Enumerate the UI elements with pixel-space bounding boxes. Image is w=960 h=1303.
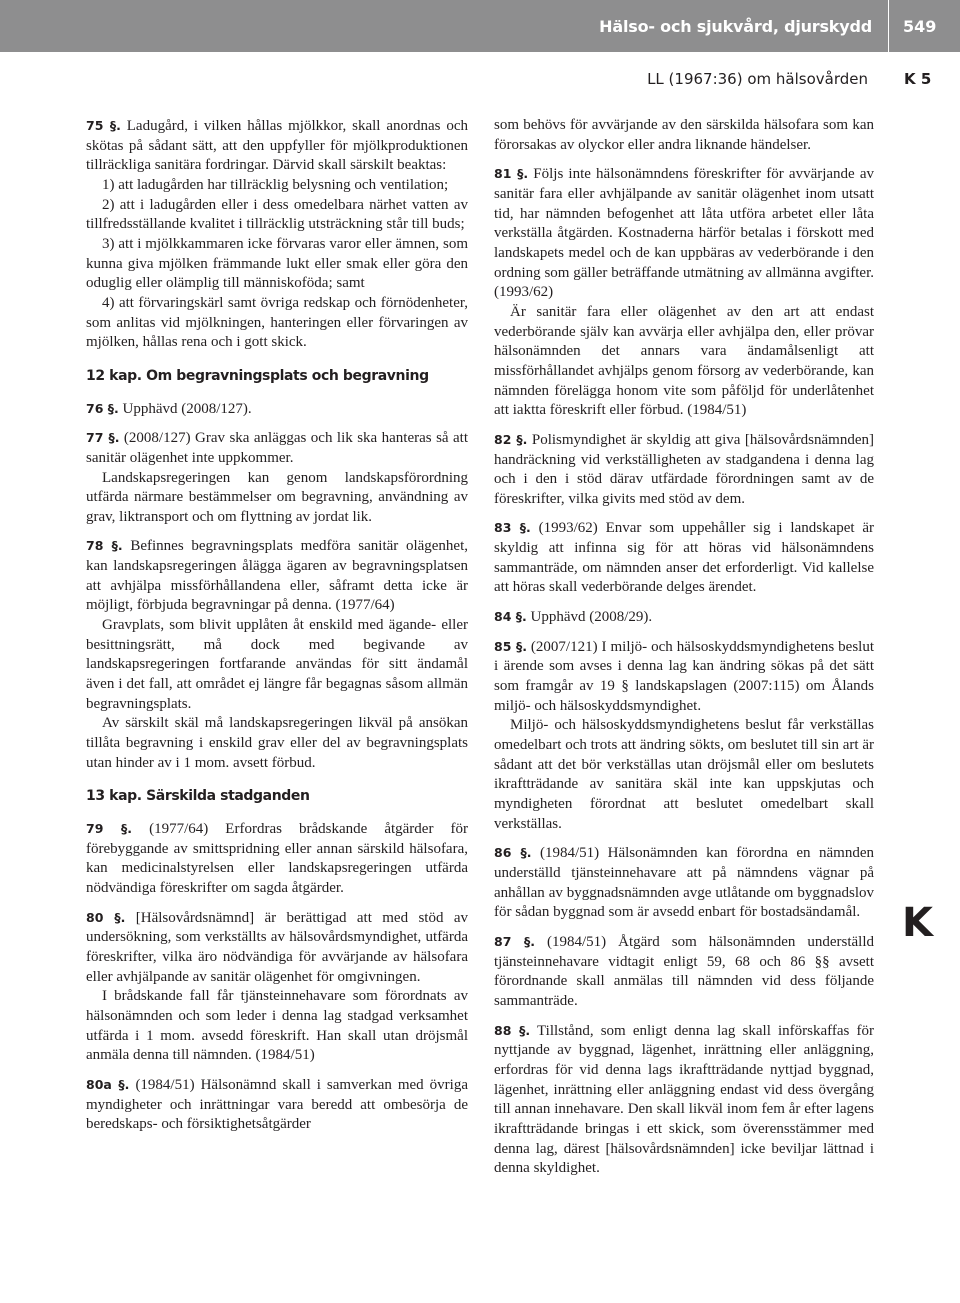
list-item: 3) att i mjölkkammaren icke förvaras varor eller ämnen, som kunna giva mjölken främmande lukt eller smak eller göra den oduglig eller olämplig till människoföda; samt [86,235,468,292]
section-84 [494,607,874,628]
section-83 [494,518,874,598]
section-number: 82 §. [494,431,528,447]
section-text: (1984/51) Hälsonämnd skall i samverkan med övriga myndigheter och inrättningar vara beredd att ombesörja de beredskaps- och försiktighetsåtgärder [86,1076,468,1133]
paragraph: Landskapsregeringen kan genom landskapsförordning utfärda närmare bestämmelser om begravning, användning av grav, liktransport och om flyttning av jordat lik. [86,469,468,525]
list-item: 1) att ladugården har tillräcklig belysning och ventilation; [102,176,449,193]
left-column [86,116,468,1135]
section-number: 77 §. [86,430,120,446]
paragraph: I brådskande fall får tjänsteinnehavare som förordnats av hälsonämnden och som leder i denna lag stadgad verksamhet utfärda i 1 mom. avsedd föreskrift. Han skall utan dröjsmål anmäla denna till nämnden. (1984/51) [86,988,468,1064]
paragraph: Är sanitär fara eller olägenhet av den art att endast vederbörande själv kan avvärja eller avhjälpa den, eller prövar hälsonämnden det annars vara ändamålsenligt att missförhållandet avhjälps genom försorg av vederbörande, kan nämnden förelägga honom vite som påföljd för underlåtenhet att iaktta föreskrift eller förbud. (1984/51) [494,303,874,419]
section-number: 76 §. [86,400,119,416]
section-number: 83 §. [494,520,531,536]
running-head: LL (1967:36) om hälsovården [647,70,868,88]
section-number: 78 §. [86,538,123,554]
section-number: 85 §. [494,638,527,654]
section-text: Upphävd (2008/127). [122,400,252,417]
section-text: [Hälsovårdsnämnd] är berättigad att med stöd av undersökning, som verkställts av hälsovårdsmyndighet, utfärda föreskrifter, vilka äro nödvändiga för avvärjande av hälsofara eller avhjälpande av sanitär olägenhet för omgivningen. [86,909,469,985]
section-81 [494,164,874,303]
section-text: (1984/51) Hälsonämnden kan förordna en nämnden underställd tjänsteinnehavare att på nämndens vägnar på anhållan av byggnadsnämnden avge utlåtande om byggnadslov för sådan byggnad som är avsedd enbart för bostadsändamål. [494,845,875,921]
section-number: 80a §. [86,1076,130,1092]
section-number: 75 §. [86,118,121,133]
section-text: Tillstånd, som enligt denna lag skall införskaffas för nyttjande av byggnad, lägenhet, inrättning eller anläggning, erfordras för vid denna lags ikraftträdande nyttjad byggnad, lägenhet, inrättning eller anläggning endast vid dess övergång till annan innehavare. Den skall likväl inom fem år efter lagens ikraftträdande bringas i ett skick, som överensstämmer med denna lag, därest [hälsovårdsnämnden] icke beviljar lättnad i denna skyldighet. [494,1022,875,1177]
chapter-heading-13: 13 kap. Särskilda stadganden [86,788,310,805]
section-88 [494,1021,874,1179]
section-title: Hälso- och sjukvård, djurskydd [599,17,872,36]
section-76 [86,399,468,420]
section-79 [86,819,468,899]
section-80a [86,1075,468,1135]
section-77 [86,428,468,468]
top-header-bar [0,0,960,52]
right-column [494,116,874,1179]
section-80 [86,908,468,988]
paragraph: Miljö- och hälsoskyddsmyndighetens beslut får verkställas omedelbart och trots att ändring sökts, om beslutet till sin art är sådant att det bör verkställas utan dröjsmål eller om beslutets ikraftträdande av sanitära skäl inte kan uppskjutas och myndigheten förordnat att beslutet omedelbart skall verkställas. [494,717,874,832]
section-text: Följs inte hälsonämndens föreskrifter för avvärjande av sanitär fara eller avhjälpande av sanitär olägenhet inom utsatt tid, har nämnden befogenhet att låta utföra arbetet eller låta verkställa åtgärden. Kostnaderna härför betalas i förskott med landskapets medel och de kan uppbäras av vederbörande i den ordning som gäller beträffande utmätning av allmänna avgifter. (1993/62) [494,166,874,301]
section-text: (1984/51) Åtgärd som hälsonämnden underställd tjänsteinnehavare vidtagit enligt 59, 68 och 86 §§ avsett förordnande skall anmälas till nämnden vid dess följande sammanträde. [494,933,874,1009]
header-divider [888,0,889,52]
section-number: 81 §. [494,166,529,182]
section-text: Upphävd (2008/29). [530,609,653,626]
section-text: (1993/62) Envar som uppehåller sig i landskapet är skyldig att infinna sig för att höras vid hälsonämndens sammanträde, om nämnden anser det erforderligt. Vid kallelse att höras skall vederbörande delges ärendet. [494,520,875,596]
section-text: (2008/127) Grav ska anläggas och lik ska hanteras så att sanitär olägenhet inte uppkommer. [86,430,468,466]
section-number: 87 §. [494,933,535,949]
section-86 [494,843,874,923]
section-text: Ladugård, i vilken hållas mjölkkor, skall anordnas och skötas på sådant sätt, att den uppfyller för mjölkproduktionen tillräckliga sanitära fordringar. Därvid skall särskilt beaktas: [86,118,469,174]
section-number: 79 §. [86,821,133,836]
list-item: 4) att förvaringskärl samt övriga redskap och förnödenheter, som anlitas vid mjölkningen, hanteringen eller förvaringen av mjölken, hållas rena och i gott skick. [86,294,468,351]
section-text: Polismyndighet är skyldig att giva [hälsovårdsnämnden] handräckning vid verkställigheten av stadgandena i denna lag och i den i stöd därav utfärdade förordningen samt av de föreskrifter, vilka givits med stöd av dem. [494,431,874,507]
section-number: 88 §. [494,1022,531,1038]
section-78 [86,536,468,616]
section-82 [494,430,874,510]
paragraph: Gravplats, som blivit upplåten åt enskild med ägande- eller besittningsrätt, må dock med begivande av landskapsregeringen fortfarande användas för sitt ändamål även i det fall, att området ej längre får begagnas såsom allmän begravningsplats. [86,617,468,712]
continued-paragraph: som behövs för avvärjande av den särskilda hälsofara som kan förorsakas av olyckor eller andra liknande händelser. [494,117,874,153]
list-item: 2) att i ladugården eller i dess omedelbara närhet vatten av tillfredsställande kvalitet i tillräcklig utsträckning står till buds; [86,196,468,233]
section-text: (1977/64) Erfordras brådskande åtgärder för förebyggande av smittspridning eller annan särskild hälsofara, kan medicinalstyrelsen eller landskapsregeringen utfärda nödvändiga föreskrifter om sagda åtgärder. [86,821,468,896]
running-code: K 5 [904,70,932,88]
section-75 [86,116,468,176]
side-marker: K [902,900,933,946]
section-text: Befinnes begravningsplats medföra sanitär olägenhet, kan landskapsregeringen ålägga ägaren av begravningsplatsen att avhjälpa missförhållandena eller, såframt detta icke är möjligt, förbjuda begravningar på denna. (1977/64) [86,538,469,614]
paragraph: Av särskilt skäl må landskapsregeringen likväl på ansökan tillåta begravning i enskild grav eller del av begravningsplats utan hinder av i 1 mom. avsett förbud. [86,715,468,771]
page-number: 549 [903,17,937,36]
section-85 [494,637,874,717]
section-number: 80 §. [86,909,126,925]
section-text: (2007/121) I miljö- och hälsoskyddsmyndighetens beslut i ärende som avses i denna lag kan ändring sökas på det sätt som framgår av 19 § landskapslagen (2007:115) om Ålands miljö- och hälsoskyddsmyndighet. [494,638,874,714]
chapter-heading-12: 12 kap. Om begravningsplats och begravning [86,367,429,384]
section-number: 84 §. [494,609,527,625]
section-87 [494,932,874,1012]
section-number: 86 §. [494,845,532,861]
